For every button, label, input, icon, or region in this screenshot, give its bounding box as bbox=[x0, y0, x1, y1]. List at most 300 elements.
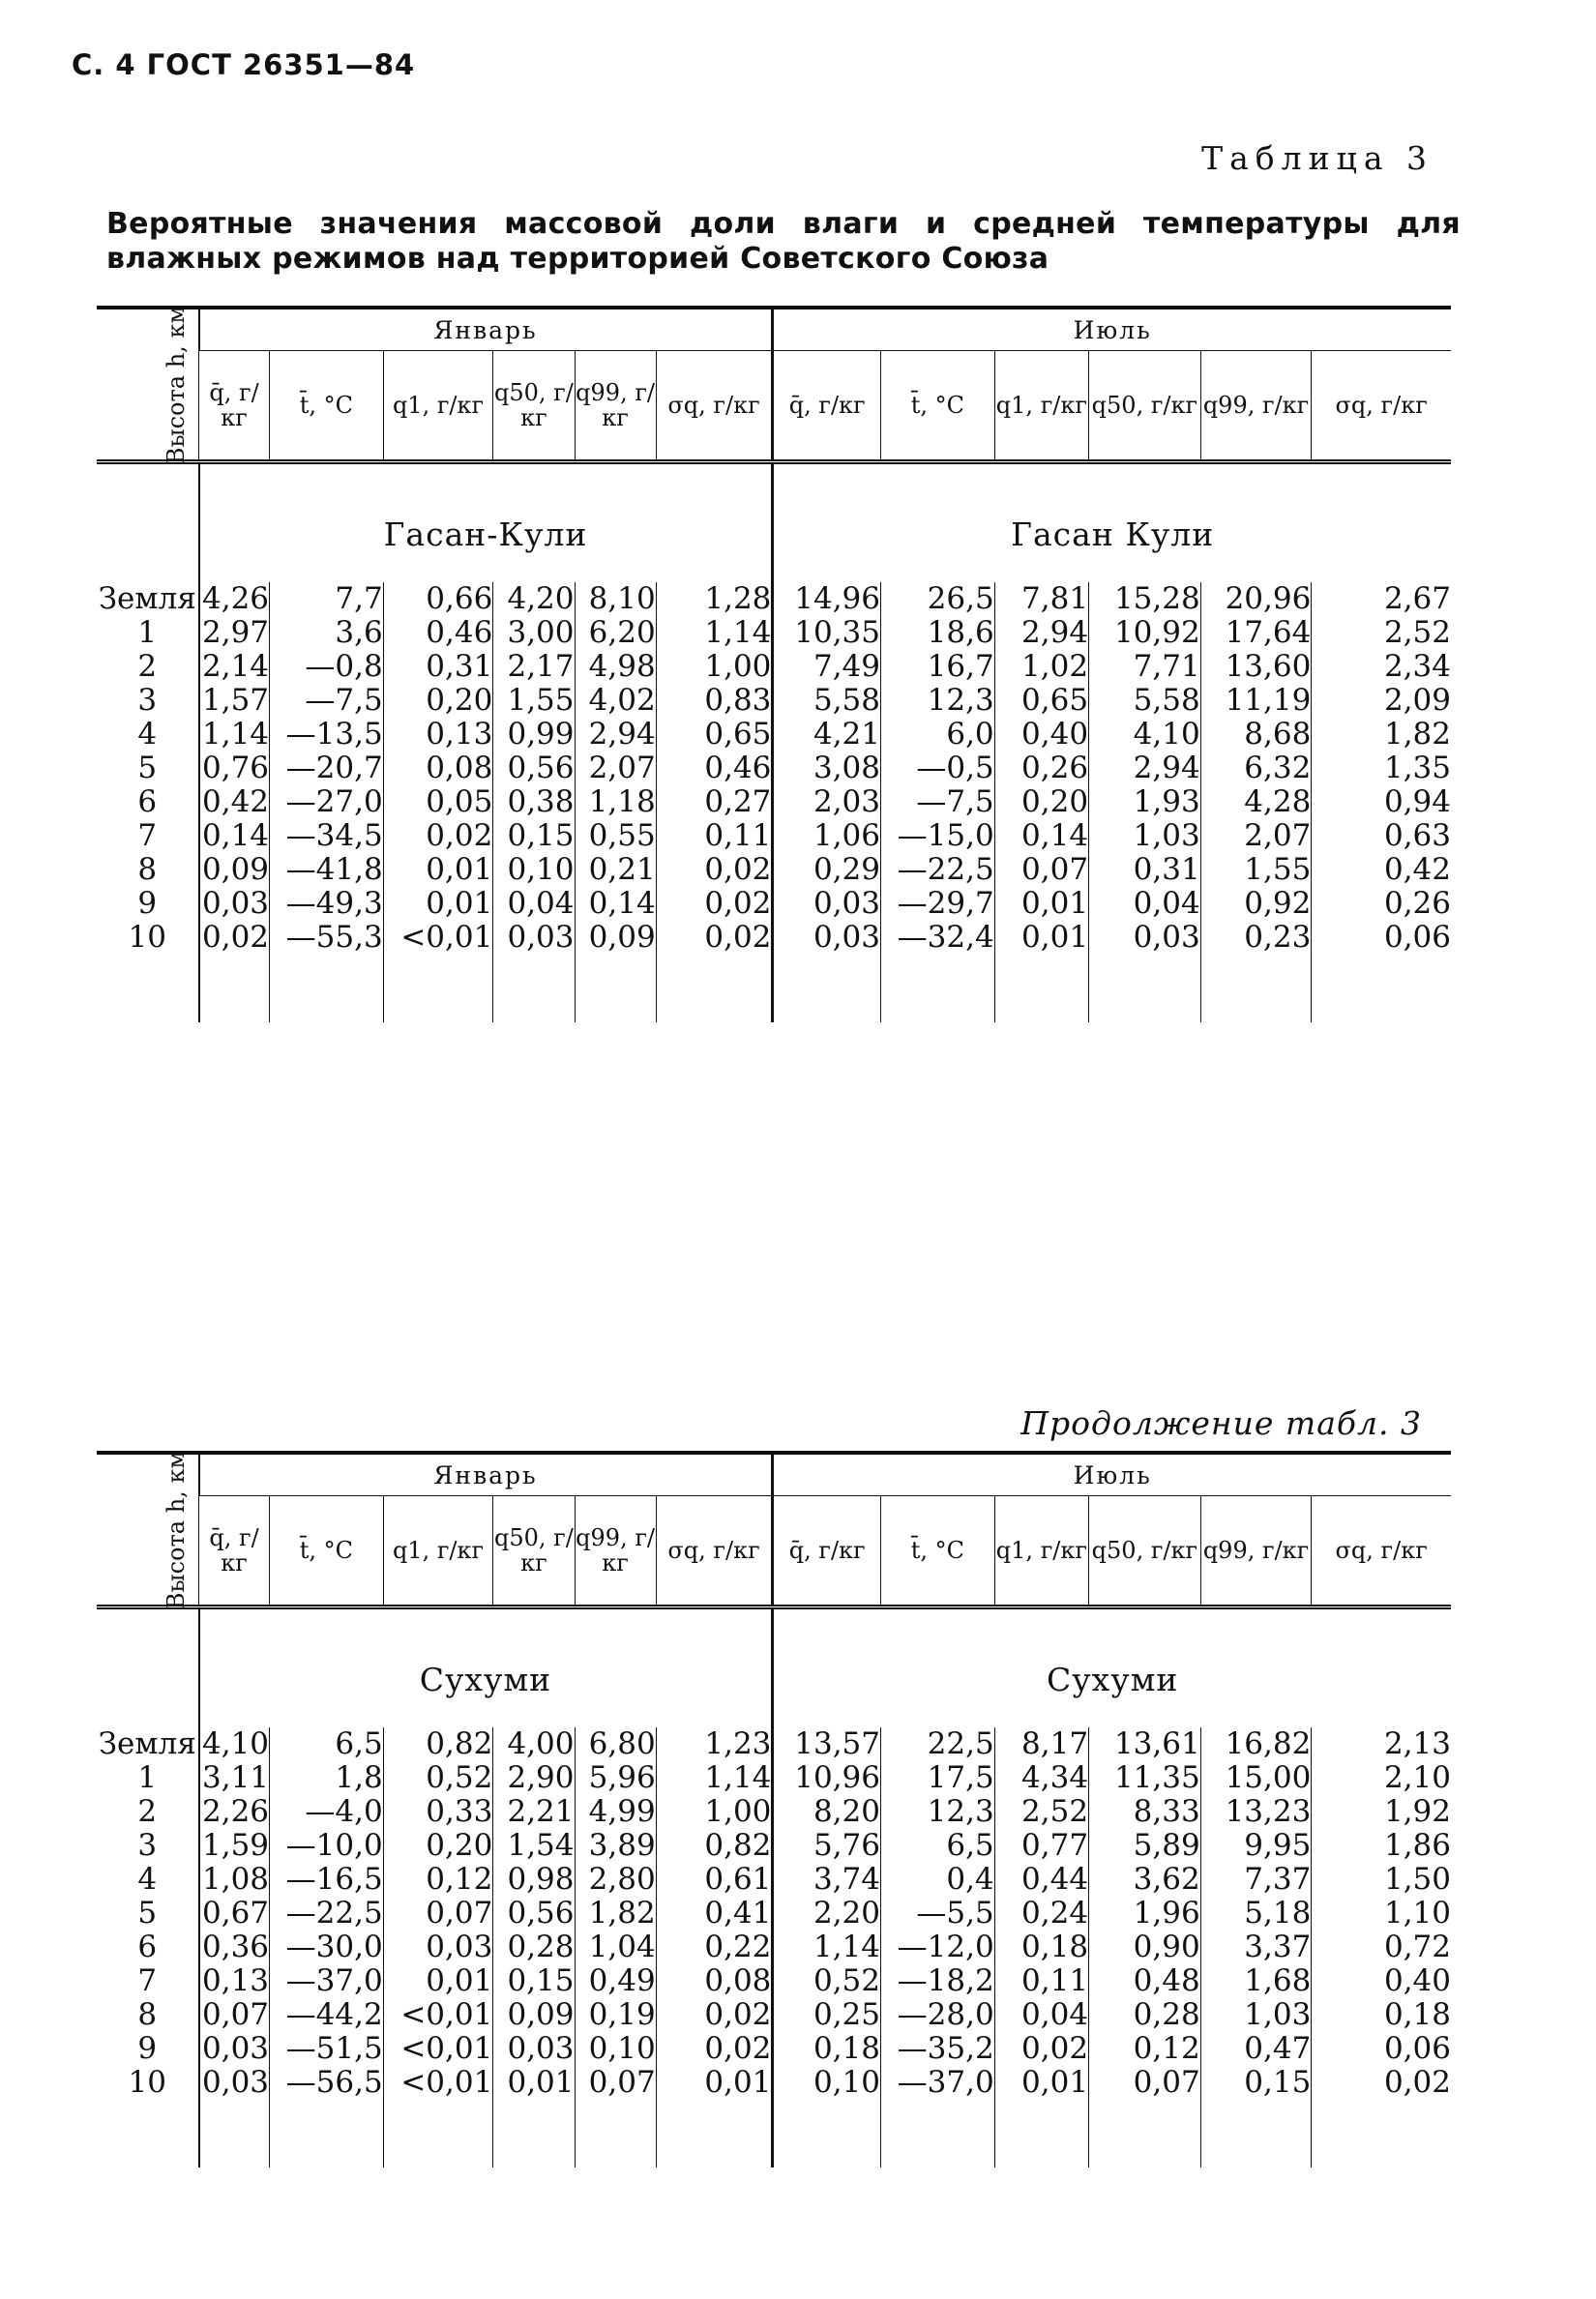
table-cell: 0,20 bbox=[383, 1829, 493, 1863]
table-label: Таблица 3 bbox=[1201, 139, 1433, 177]
table-cell: 0,09 bbox=[493, 1998, 575, 2032]
table-cell: 13,57 bbox=[773, 1727, 881, 1761]
table-cell: 0,01 bbox=[383, 1964, 493, 1998]
table-cell: 0,02 bbox=[994, 2032, 1088, 2066]
table-cell: 26,5 bbox=[881, 582, 995, 616]
table-cell: 17,5 bbox=[881, 1761, 995, 1795]
table-row bbox=[97, 582, 1451, 616]
table-row bbox=[97, 2032, 1451, 2066]
table-cell: 1,54 bbox=[493, 1829, 575, 1863]
table-cell: 2,52 bbox=[994, 1795, 1088, 1829]
table-cell: 9 bbox=[137, 2031, 158, 2066]
column-header-jan: q1, г/кг bbox=[383, 351, 493, 460]
table-cell: 0,38 bbox=[493, 785, 575, 819]
table-cell: 0,03 bbox=[383, 1931, 493, 1964]
column-header-jan: q99, г/кг bbox=[575, 1496, 656, 1606]
table-cell: 4,28 bbox=[1200, 785, 1312, 819]
table-cell: —34,5 bbox=[270, 819, 384, 853]
table-cell: 6,80 bbox=[575, 1727, 656, 1761]
column-header-jul: q̄, г/кг bbox=[773, 351, 881, 460]
table-cell: —28,0 bbox=[881, 1998, 995, 2032]
table-cell: 1,55 bbox=[493, 684, 575, 718]
column-header-jan: t̄, °C bbox=[270, 351, 384, 460]
table-cell: 0,4 bbox=[881, 1863, 995, 1897]
table-cell: 0,08 bbox=[383, 752, 493, 785]
group-july: Июль bbox=[773, 309, 1451, 351]
table-cell: 7,71 bbox=[1089, 650, 1201, 684]
table-cell: 0,10 bbox=[773, 2066, 881, 2100]
table-cell: 1,92 bbox=[1312, 1795, 1451, 1829]
table-cell: 0,03 bbox=[493, 2032, 575, 2066]
table-cell: 1,14 bbox=[656, 616, 773, 650]
table-cell: 5 bbox=[137, 751, 158, 785]
table-cell: 1,14 bbox=[773, 1931, 881, 1964]
column-header-jan: q99, г/кг bbox=[575, 351, 656, 460]
table-cell: 5,76 bbox=[773, 1829, 881, 1863]
table-cell: 3,08 bbox=[773, 752, 881, 785]
table-cell: 3,74 bbox=[773, 1863, 881, 1897]
table-cell: 2,94 bbox=[994, 616, 1088, 650]
table-row bbox=[97, 650, 1451, 684]
table-cell: <0,01 bbox=[383, 921, 493, 955]
column-header-jan: σq, г/кг bbox=[656, 351, 773, 460]
table-cell: 1,50 bbox=[1312, 1863, 1451, 1897]
table-cell: 11,35 bbox=[1089, 1761, 1201, 1795]
column-header-jul: t̄, °C bbox=[881, 1496, 995, 1606]
table-cell: 2,09 bbox=[1312, 684, 1451, 718]
table-cell: 0,15 bbox=[493, 1964, 575, 1998]
column-header-jan: q50, г/кг bbox=[493, 351, 575, 460]
table-cell: 0,02 bbox=[656, 853, 773, 887]
table-cell: 11,19 bbox=[1200, 684, 1312, 718]
table-cell: 0,31 bbox=[383, 650, 493, 684]
table-cell: 0,26 bbox=[1312, 887, 1451, 921]
table-cell: 2,17 bbox=[493, 650, 575, 684]
table-cell: 0,82 bbox=[383, 1727, 493, 1761]
table-cell: 1,02 bbox=[994, 650, 1088, 684]
table-cell: 5,58 bbox=[773, 684, 881, 718]
table-cell: <0,01 bbox=[383, 2066, 493, 2100]
table-cell: 3,89 bbox=[575, 1829, 656, 1863]
table-cell: —5,5 bbox=[881, 1897, 995, 1931]
table-cell: Земля bbox=[98, 1726, 196, 1761]
table-cell: 2,21 bbox=[493, 1795, 575, 1829]
table-cell: 2 bbox=[137, 1794, 158, 1829]
table-cell: —35,2 bbox=[881, 2032, 995, 2066]
table-cell: 2,03 bbox=[773, 785, 881, 819]
table-row bbox=[97, 1761, 1451, 1795]
column-header-jan: q1, г/кг bbox=[383, 1496, 493, 1606]
table-cell: 4,34 bbox=[994, 1761, 1088, 1795]
table-cell: 14,96 bbox=[773, 582, 881, 616]
table-cell: 1,14 bbox=[199, 718, 270, 752]
table-cell: 12,3 bbox=[881, 1795, 995, 1829]
table-cell: —4,0 bbox=[270, 1795, 384, 1829]
table-cell: 0,07 bbox=[994, 853, 1088, 887]
table-cell: 10,96 bbox=[773, 1761, 881, 1795]
table-cell: 0,06 bbox=[1312, 921, 1451, 955]
table-cell: 6 bbox=[137, 1930, 158, 1964]
table-cell: —27,0 bbox=[270, 785, 384, 819]
column-header-jul: q50, г/кг bbox=[1089, 1496, 1201, 1606]
table-cell: 0,98 bbox=[493, 1863, 575, 1897]
group-january: Январь bbox=[199, 309, 773, 351]
table-cell: 0,03 bbox=[1089, 921, 1201, 955]
table-cell: 4 bbox=[137, 717, 158, 752]
column-header-jul: q1, г/кг bbox=[994, 351, 1088, 460]
table-row bbox=[97, 921, 1451, 955]
table-cell: 0,08 bbox=[656, 1964, 773, 1998]
table-cell: 0,07 bbox=[575, 2066, 656, 2100]
table-cell: 0,11 bbox=[656, 819, 773, 853]
table-cell: 1,82 bbox=[1312, 718, 1451, 752]
table-cell: —32,4 bbox=[881, 921, 995, 955]
table-cell: —44,2 bbox=[270, 1998, 384, 2032]
table-cell: 8,20 bbox=[773, 1795, 881, 1829]
table-cell: 0,07 bbox=[383, 1897, 493, 1931]
table-cell: 3,11 bbox=[199, 1761, 270, 1795]
table-cell: 0,03 bbox=[199, 887, 270, 921]
table-row bbox=[97, 1931, 1451, 1964]
table-cell: 1,00 bbox=[656, 1795, 773, 1829]
table-row bbox=[97, 887, 1451, 921]
table-cell: 2,34 bbox=[1312, 650, 1451, 684]
table-cell: 0,11 bbox=[994, 1964, 1088, 1998]
table-cell: 0,12 bbox=[1089, 2032, 1201, 2066]
table-cell: 7,37 bbox=[1200, 1863, 1312, 1897]
table-cell: —37,0 bbox=[270, 1964, 384, 1998]
table-cell: 2,14 bbox=[199, 650, 270, 684]
table-cell: 0,01 bbox=[383, 887, 493, 921]
table-cell: 0,52 bbox=[383, 1761, 493, 1795]
column-header-jan: q̄, г/кг bbox=[199, 351, 270, 460]
table-cell: 0,63 bbox=[1312, 819, 1451, 853]
station-name-jul: Гасан Кули bbox=[773, 462, 1451, 554]
table-cell: 2,07 bbox=[575, 752, 656, 785]
table-cell: —41,8 bbox=[270, 853, 384, 887]
table-cell: 0,02 bbox=[656, 1998, 773, 2032]
table-cell: 10,35 bbox=[773, 616, 881, 650]
table-cell: 8,68 bbox=[1200, 718, 1312, 752]
column-header-jul: q99, г/кг bbox=[1200, 1496, 1312, 1606]
continuation-label: Продолжение табл. 3 bbox=[1020, 1404, 1422, 1442]
table-cell: 0,56 bbox=[493, 1897, 575, 1931]
table-cell: 0,09 bbox=[199, 853, 270, 887]
table-cell: 0,36 bbox=[199, 1931, 270, 1964]
table-cell: 0,41 bbox=[656, 1897, 773, 1931]
table-cell: 0,14 bbox=[994, 819, 1088, 853]
table-cell: 7,81 bbox=[994, 582, 1088, 616]
table-cell: —51,5 bbox=[270, 2032, 384, 2066]
table-cell: 0,94 bbox=[1312, 785, 1451, 819]
table-cell: —22,5 bbox=[881, 853, 995, 887]
table-cell: —22,5 bbox=[270, 1897, 384, 1931]
table-cell: 0,13 bbox=[383, 718, 493, 752]
table-cell: 4,21 bbox=[773, 718, 881, 752]
table-cell: 2,90 bbox=[493, 1761, 575, 1795]
table-cell: 0,90 bbox=[1089, 1931, 1201, 1964]
table-cell: —15,0 bbox=[881, 819, 995, 853]
table-cell: 0,21 bbox=[575, 853, 656, 887]
height-header-label: Высота h, км bbox=[163, 1450, 191, 1609]
table-cell: 0,23 bbox=[1200, 921, 1312, 955]
table-cell: 13,23 bbox=[1200, 1795, 1312, 1829]
table-cell: 0,18 bbox=[1312, 1998, 1451, 2032]
table-cell: 1,82 bbox=[575, 1897, 656, 1931]
table-cell: —7,5 bbox=[881, 785, 995, 819]
table-cell: 1,96 bbox=[1089, 1897, 1201, 1931]
table-cell: 1,59 bbox=[199, 1829, 270, 1863]
table-cell: 0,47 bbox=[1200, 2032, 1312, 2066]
table-cell: 0,28 bbox=[1089, 1998, 1201, 2032]
table-cell: 22,5 bbox=[881, 1727, 995, 1761]
table-cell: 1,14 bbox=[656, 1761, 773, 1795]
column-header-jul: t̄, °C bbox=[881, 351, 995, 460]
page-header: С. 4 ГОСТ 26351—84 bbox=[72, 48, 416, 81]
table-cell: 4,99 bbox=[575, 1795, 656, 1829]
table-cell: 10 bbox=[128, 2065, 166, 2100]
table-row bbox=[97, 684, 1451, 718]
table-cell: 2,94 bbox=[1089, 752, 1201, 785]
table-cell: 0,20 bbox=[383, 684, 493, 718]
table-cell: 1,68 bbox=[1200, 1964, 1312, 1998]
table-row bbox=[97, 853, 1451, 887]
table-cell: 0,01 bbox=[994, 2066, 1088, 2100]
table-cell: 18,6 bbox=[881, 616, 995, 650]
table-cell: 0,02 bbox=[199, 921, 270, 955]
table-cell: 0,46 bbox=[383, 616, 493, 650]
table-cell: 16,7 bbox=[881, 650, 995, 684]
table-cell: Земля bbox=[98, 581, 196, 616]
table-cell: 1,04 bbox=[575, 1931, 656, 1964]
table-cell: 0,12 bbox=[383, 1863, 493, 1897]
table-cell: —0,5 bbox=[881, 752, 995, 785]
table-row bbox=[97, 1998, 1451, 2032]
table-cell: 2,67 bbox=[1312, 582, 1451, 616]
table-cell: 8,17 bbox=[994, 1727, 1088, 1761]
table-cell: 0,02 bbox=[656, 2032, 773, 2066]
table-cell: 1,57 bbox=[199, 684, 270, 718]
table-cell: 0,18 bbox=[773, 2032, 881, 2066]
height-header bbox=[97, 305, 199, 464]
table-cell: 4,98 bbox=[575, 650, 656, 684]
table-cell: 0,25 bbox=[773, 1998, 881, 2032]
table-cell: 0,01 bbox=[383, 853, 493, 887]
table-cell: 7 bbox=[137, 818, 158, 853]
table-cell: 13,61 bbox=[1089, 1727, 1201, 1761]
column-header-jan: σq, г/кг bbox=[656, 1496, 773, 1606]
table-cell: 6 bbox=[137, 784, 158, 819]
table-cell: 2,26 bbox=[199, 1795, 270, 1829]
table-cell: 0,15 bbox=[1200, 2066, 1312, 2100]
table-cell: 1,00 bbox=[656, 650, 773, 684]
table-cell: 0,10 bbox=[493, 853, 575, 887]
table-cell: 8 bbox=[137, 852, 158, 887]
table-cell: 0,72 bbox=[1312, 1931, 1451, 1964]
table-cell: 6,0 bbox=[881, 718, 995, 752]
table-cell: 0,19 bbox=[575, 1998, 656, 2032]
table-cell: 4,02 bbox=[575, 684, 656, 718]
table-cell: 0,40 bbox=[1312, 1964, 1451, 1998]
table-cell: 0,33 bbox=[383, 1795, 493, 1829]
table-cell: —29,7 bbox=[881, 887, 995, 921]
table-cell: 7,7 bbox=[270, 582, 384, 616]
table-cell: 0,07 bbox=[1089, 2066, 1201, 2100]
table-cell: 6,5 bbox=[270, 1727, 384, 1761]
table-cell: 0,01 bbox=[656, 2066, 773, 2100]
table-cell: 3 bbox=[137, 683, 158, 718]
table-cell: 0,76 bbox=[199, 752, 270, 785]
table-cell: 0,44 bbox=[994, 1863, 1088, 1897]
table-cell: 0,13 bbox=[199, 1964, 270, 1998]
table-cell: 1,28 bbox=[656, 582, 773, 616]
height-header-label: Высота h, км bbox=[163, 305, 191, 464]
table-cell: 20,96 bbox=[1200, 582, 1312, 616]
table-cell: 1,8 bbox=[270, 1761, 384, 1795]
table-cell: 0,04 bbox=[1089, 887, 1201, 921]
table-cell: 6,20 bbox=[575, 616, 656, 650]
table-cell: 2,10 bbox=[1312, 1761, 1451, 1795]
table-cell: 2,07 bbox=[1200, 819, 1312, 853]
table-cell: 0,15 bbox=[493, 819, 575, 853]
table-cell: 5 bbox=[137, 1896, 158, 1931]
table-cell: 0,28 bbox=[493, 1931, 575, 1964]
column-header-jan: q50, г/кг bbox=[493, 1496, 575, 1606]
column-header-jan: q̄, г/кг bbox=[199, 1496, 270, 1606]
table-cell: 0,02 bbox=[656, 887, 773, 921]
table-cell: 1 bbox=[137, 615, 158, 650]
table-cell: 0,40 bbox=[994, 718, 1088, 752]
table-cell: 0,77 bbox=[994, 1829, 1088, 1863]
table-cell: 0,22 bbox=[656, 1931, 773, 1964]
table-cell: 0,03 bbox=[773, 887, 881, 921]
table-cell: 12,3 bbox=[881, 684, 995, 718]
table-cell: 2,52 bbox=[1312, 616, 1451, 650]
table-cell: —49,3 bbox=[270, 887, 384, 921]
column-header-jan: t̄, °C bbox=[270, 1496, 384, 1606]
table-title: Вероятные значения массовой доли влаги и средней температуры для влажных режимов над территорией Советского Союза bbox=[106, 207, 1461, 276]
table-cell: 6,32 bbox=[1200, 752, 1312, 785]
table-row bbox=[97, 1829, 1451, 1863]
table-cell: 0,65 bbox=[656, 718, 773, 752]
table-cell: 5,89 bbox=[1089, 1829, 1201, 1863]
table-cell: —7,5 bbox=[270, 684, 384, 718]
table-cell: 0,07 bbox=[199, 1998, 270, 2032]
table-cell: 4,10 bbox=[1089, 718, 1201, 752]
column-header-jul: q1, г/кг bbox=[994, 1496, 1088, 1606]
table-cell: 4,26 bbox=[199, 582, 270, 616]
table-cell: 9 bbox=[137, 886, 158, 921]
table-cell: 3,6 bbox=[270, 616, 384, 650]
station-name-jan: Сухуми bbox=[199, 1607, 773, 1699]
table-cell: 4,00 bbox=[493, 1727, 575, 1761]
table-cell: 6,5 bbox=[881, 1829, 995, 1863]
table-cell: 13,60 bbox=[1200, 650, 1312, 684]
table-cell: 0,49 bbox=[575, 1964, 656, 1998]
column-header-jul: σq, г/кг bbox=[1312, 351, 1451, 460]
table-cell: 0,61 bbox=[656, 1863, 773, 1897]
table-cell: 0,82 bbox=[656, 1829, 773, 1863]
table-cell: 0,14 bbox=[575, 887, 656, 921]
column-header-jul: q50, г/кг bbox=[1089, 351, 1201, 460]
table-cell: 0,42 bbox=[1312, 853, 1451, 887]
table-cell: 1,93 bbox=[1089, 785, 1201, 819]
group-january: Январь bbox=[199, 1455, 773, 1496]
table-row bbox=[97, 1863, 1451, 1897]
table-cell: 0,52 bbox=[773, 1964, 881, 1998]
table-cell: 1,06 bbox=[773, 819, 881, 853]
table-cell: 0,46 bbox=[656, 752, 773, 785]
table-cell: —10,0 bbox=[270, 1829, 384, 1863]
table-cell: 0,03 bbox=[199, 2066, 270, 2100]
table-row bbox=[97, 819, 1451, 853]
table-cell: 0,83 bbox=[656, 684, 773, 718]
table-cell: 0,05 bbox=[383, 785, 493, 819]
table-cell: —13,5 bbox=[270, 718, 384, 752]
table-cell: 0,66 bbox=[383, 582, 493, 616]
table-cell: 15,28 bbox=[1089, 582, 1201, 616]
table-cell: —16,5 bbox=[270, 1863, 384, 1897]
station-name-jan: Гасан-Кули bbox=[199, 462, 773, 554]
table-cell: 4,20 bbox=[493, 582, 575, 616]
table-cell: 0,01 bbox=[493, 2066, 575, 2100]
table-cell: 1,03 bbox=[1200, 1998, 1312, 2032]
table-cell: 8 bbox=[137, 1997, 158, 2032]
table-cell: —0,8 bbox=[270, 650, 384, 684]
table-cell: 2,13 bbox=[1312, 1727, 1451, 1761]
table-cell: 0,04 bbox=[994, 1998, 1088, 2032]
table-cell: 2 bbox=[137, 649, 158, 684]
table-cell: —30,0 bbox=[270, 1931, 384, 1964]
table-cell: 16,82 bbox=[1200, 1727, 1312, 1761]
table-cell: 10,92 bbox=[1089, 616, 1201, 650]
table-cell: 0,31 bbox=[1089, 853, 1201, 887]
table-cell: 0,09 bbox=[575, 921, 656, 955]
table-row bbox=[97, 616, 1451, 650]
table-cell: 10 bbox=[128, 920, 166, 955]
table-cell: 2,94 bbox=[575, 718, 656, 752]
data-table-sukhumi bbox=[97, 1451, 1451, 2167]
table-cell: —55,3 bbox=[270, 921, 384, 955]
table-cell: 0,65 bbox=[994, 684, 1088, 718]
table-cell: 5,96 bbox=[575, 1761, 656, 1795]
table-row bbox=[97, 2066, 1451, 2100]
table-cell: 2,97 bbox=[199, 616, 270, 650]
table-cell: 0,03 bbox=[773, 921, 881, 955]
table-row bbox=[97, 1795, 1451, 1829]
table-cell: 0,10 bbox=[575, 2032, 656, 2066]
table-cell: 1,23 bbox=[656, 1727, 773, 1761]
table-cell: 5,58 bbox=[1089, 684, 1201, 718]
table-cell: 1,55 bbox=[1200, 853, 1312, 887]
table-row bbox=[97, 1727, 1451, 1761]
table-cell: 0,02 bbox=[656, 921, 773, 955]
table-cell: 0,27 bbox=[656, 785, 773, 819]
table-cell: 2,80 bbox=[575, 1863, 656, 1897]
table-cell: 4 bbox=[137, 1862, 158, 1897]
table-cell: 8,10 bbox=[575, 582, 656, 616]
table-cell: 0,56 bbox=[493, 752, 575, 785]
table-cell: 1,03 bbox=[1089, 819, 1201, 853]
table-cell: 0,03 bbox=[199, 2032, 270, 2066]
table-cell: 0,02 bbox=[1312, 2066, 1451, 2100]
table-cell: 1,18 bbox=[575, 785, 656, 819]
column-header-jul: σq, г/кг bbox=[1312, 1496, 1451, 1606]
table-cell: 1,10 bbox=[1312, 1897, 1451, 1931]
table-cell: —20,7 bbox=[270, 752, 384, 785]
table-cell: <0,01 bbox=[383, 2032, 493, 2066]
station-name-jul: Сухуми bbox=[773, 1607, 1451, 1699]
